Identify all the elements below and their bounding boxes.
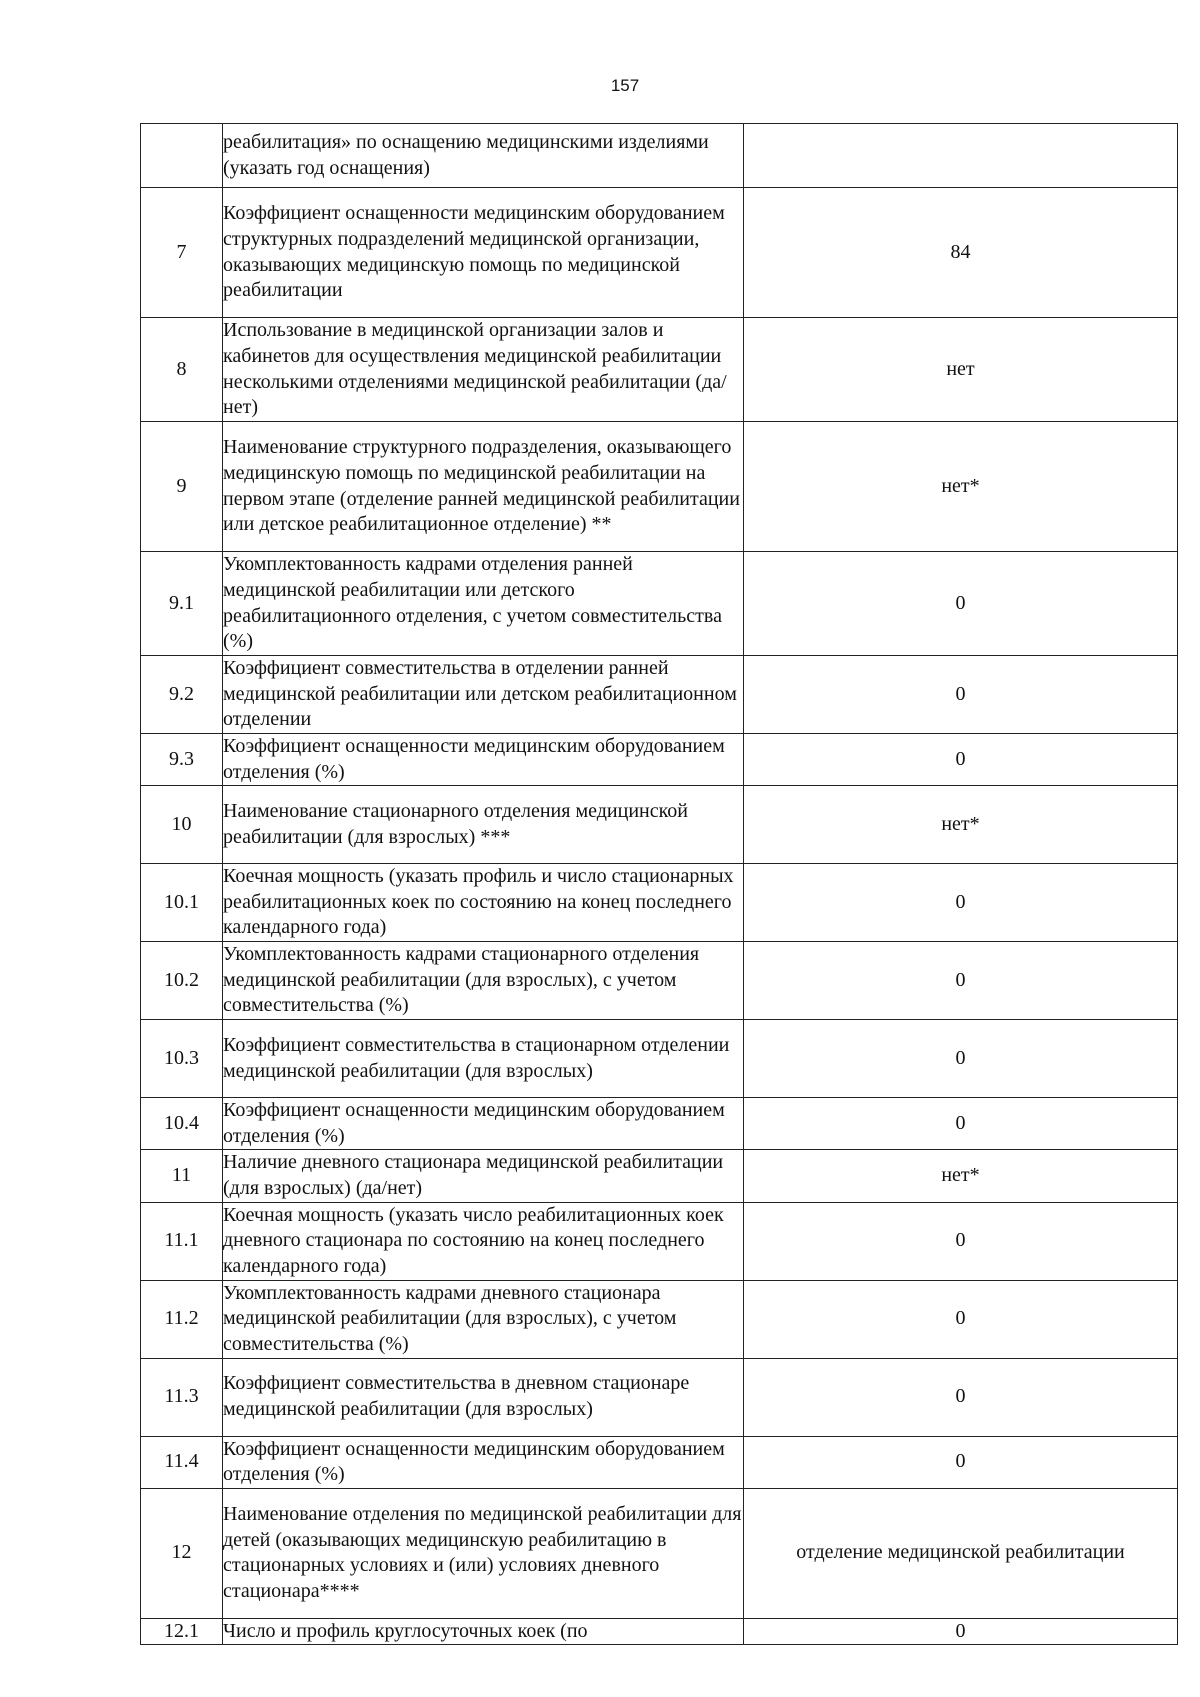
row-value-cell: 0 <box>744 1098 1178 1150</box>
row-value-cell: 0 <box>744 1202 1178 1280</box>
row-description-cell: Наличие дневного стационара медицинской реабилитации (для взрослых) (да/нет) <box>223 1150 744 1202</box>
row-description-cell: Наименование стационарного отделения медицинской реабилитации (для взрослых) *** <box>223 786 744 864</box>
row-description-cell: Укомплектованность кадрами отделения ранней медицинской реабилитации или детского реабилитационного отделения, с учетом совместительства (%) <box>223 552 744 656</box>
table-row <box>141 552 1178 656</box>
row-number-cell: 10.3 <box>141 1020 223 1098</box>
row-number-cell: 10.1 <box>141 864 223 942</box>
row-number-cell: 12.1 <box>141 1618 223 1645</box>
table-row <box>141 1280 1178 1358</box>
row-value-cell: 0 <box>744 864 1178 942</box>
row-description-cell: Коэффициент совместительства в дневном стационаре медицинской реабилитации (для взрослых) <box>223 1358 744 1436</box>
row-description-cell: Коэффициент оснащенности медицинским оборудованием отделения (%) <box>223 734 744 786</box>
row-description-cell: Коэффициент совместительства в стационарном отделении медицинской реабилитации (для взрослых) <box>223 1020 744 1098</box>
row-description-cell: Коечная мощность (указать профиль и число стационарных реабилитационных коек по состоянию на конец последнего календарного года) <box>223 864 744 942</box>
row-value-cell <box>744 124 1178 188</box>
table-row <box>141 1098 1178 1150</box>
row-number-cell: 12 <box>141 1488 223 1618</box>
row-number-cell: 8 <box>141 318 223 422</box>
table-row <box>141 1358 1178 1436</box>
row-number-cell: 10.2 <box>141 942 223 1020</box>
table-row <box>141 656 1178 734</box>
row-description-cell: Коэффициент совместительства в отделении ранней медицинской реабилитации или детском реабилитационном отделении <box>223 656 744 734</box>
table-row <box>141 422 1178 552</box>
row-number-cell: 11.2 <box>141 1280 223 1358</box>
table-row <box>141 864 1178 942</box>
row-value-cell: 0 <box>744 1358 1178 1436</box>
table-row <box>141 124 1178 188</box>
row-value-cell: 0 <box>744 942 1178 1020</box>
row-number-cell: 11.1 <box>141 1202 223 1280</box>
table-row <box>141 1020 1178 1098</box>
row-number-cell: 11.4 <box>141 1436 223 1488</box>
row-number-cell: 9.3 <box>141 734 223 786</box>
row-description-cell: Наименование структурного подразделения, оказывающего медицинскую помощь по медицинской реабилитации на первом этапе (отделение ранней медицинской реабилитации или детское реабилитационное отделение) ** <box>223 422 744 552</box>
page-number: 157 <box>610 76 640 95</box>
table-row <box>141 734 1178 786</box>
row-description-cell: Коэффициент оснащенности медицинским оборудованием отделения (%) <box>223 1436 744 1488</box>
row-value-cell: 0 <box>744 734 1178 786</box>
row-value-cell: 0 <box>744 1020 1178 1098</box>
row-number-cell: 10 <box>141 786 223 864</box>
row-description-cell: Использование в медицинской организации залов и кабинетов для осуществления медицинской реабилитации несколькими отделениями медицинской реабилитации (да/нет) <box>223 318 744 422</box>
row-description-cell: Коэффициент оснащенности медицинским оборудованием структурных подразделений медицинской организации, оказывающих медицинскую помощь по медицинской реабилитации <box>223 188 744 318</box>
row-value-cell: 0 <box>744 1280 1178 1358</box>
row-number-cell: 11.3 <box>141 1358 223 1436</box>
row-value-cell: 0 <box>744 552 1178 656</box>
row-number-cell: 11 <box>141 1150 223 1202</box>
table-row <box>141 318 1178 422</box>
row-description-cell: Укомплектованность кадрами дневного стационара медицинской реабилитации (для взрослых), с учетом совместительства (%) <box>223 1280 744 1358</box>
row-value-cell: 0 <box>744 1618 1178 1645</box>
row-number-cell: 9.1 <box>141 552 223 656</box>
report-table <box>140 123 1178 1645</box>
table-row <box>141 1202 1178 1280</box>
row-number-cell: 9 <box>141 422 223 552</box>
row-value-cell: 0 <box>744 656 1178 734</box>
row-value-cell: нет <box>744 318 1178 422</box>
row-value-cell: нет* <box>744 422 1178 552</box>
row-description-cell: Число и профиль круглосуточных коек (по <box>223 1618 744 1645</box>
row-description-cell: Коечная мощность (указать число реабилитационных коек дневного стационара по состоянию на конец последнего календарного года) <box>223 1202 744 1280</box>
table-row <box>141 942 1178 1020</box>
row-description-cell: реабилитация» по оснащению медицинскими изделиями (указать год оснащения) <box>223 124 744 188</box>
table-row <box>141 188 1178 318</box>
row-value-cell: отделение медицинской реабилитации <box>744 1488 1178 1618</box>
row-number-cell: 7 <box>141 188 223 318</box>
row-description-cell: Коэффициент оснащенности медицинским оборудованием отделения (%) <box>223 1098 744 1150</box>
table-row <box>141 1436 1178 1488</box>
row-value-cell: 84 <box>744 188 1178 318</box>
row-number-cell: 10.4 <box>141 1098 223 1150</box>
row-number-cell: 9.2 <box>141 656 223 734</box>
row-value-cell: 0 <box>744 1436 1178 1488</box>
table-row <box>141 1150 1178 1202</box>
row-value-cell: нет* <box>744 1150 1178 1202</box>
row-value-cell: нет* <box>744 786 1178 864</box>
row-description-cell: Укомплектованность кадрами стационарного отделения медицинской реабилитации (для взрослых), с учетом совместительства (%) <box>223 942 744 1020</box>
table-row <box>141 1488 1178 1618</box>
row-description-cell: Наименование отделения по медицинской реабилитации для детей (оказывающих медицинскую реабилитацию в стационарных условиях и (или) условиях дневного стационара**** <box>223 1488 744 1618</box>
row-number-cell <box>141 124 223 188</box>
table-row <box>141 786 1178 864</box>
table-row <box>141 1618 1178 1645</box>
